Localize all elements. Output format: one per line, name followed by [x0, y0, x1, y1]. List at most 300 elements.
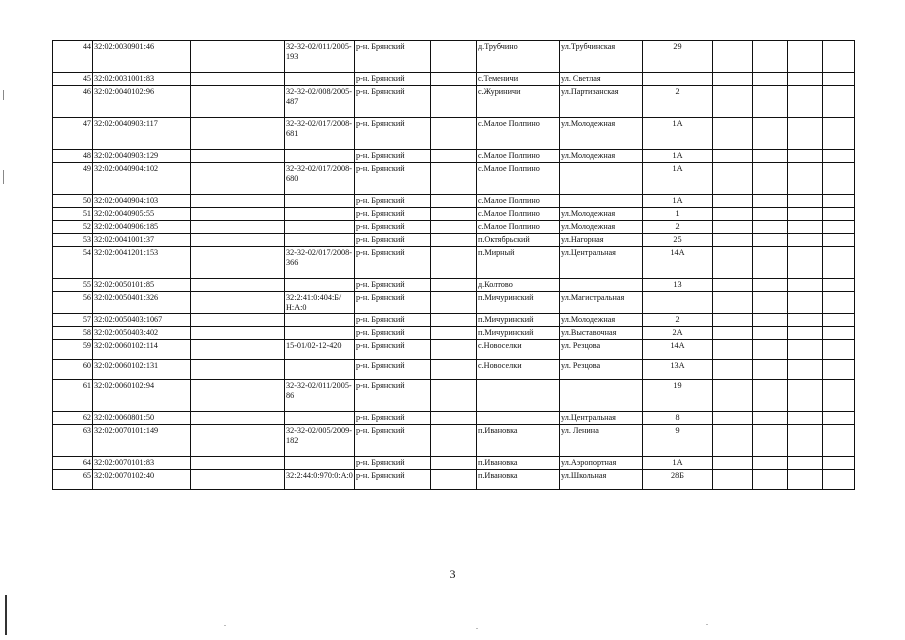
district-cell: р-н. Брянский: [355, 327, 431, 340]
empty-cell: [431, 118, 477, 150]
cadastral-number-cell: 32:02:0040904:103: [93, 195, 191, 208]
empty-cell: [431, 163, 477, 195]
empty-cell: [788, 279, 823, 292]
empty-cell: [713, 412, 753, 425]
empty-cell: [788, 457, 823, 470]
settlement-cell: с.Малое Полпино: [477, 163, 560, 195]
empty-cell: [788, 195, 823, 208]
empty-cell: [713, 340, 753, 360]
settlement-cell: д.Колтово: [477, 279, 560, 292]
district-cell: р-н. Брянский: [355, 163, 431, 195]
table-row: [53, 118, 855, 150]
registration-number-cell: 32-32-02/011/2005-193: [285, 41, 355, 73]
settlement-cell: п.Октябрьский: [477, 234, 560, 247]
house-number-cell: 1А: [643, 118, 713, 150]
empty-cell: [191, 412, 285, 425]
cadastral-number-cell: 32:02:0070101:149: [93, 425, 191, 457]
house-number-cell: 1А: [643, 457, 713, 470]
empty-cell: [713, 380, 753, 412]
empty-cell: [191, 150, 285, 163]
empty-cell: [823, 73, 855, 86]
table-row: [53, 457, 855, 470]
street-cell: [560, 279, 643, 292]
empty-cell: [191, 163, 285, 195]
empty-cell: [191, 314, 285, 327]
house-number-cell: 1А: [643, 195, 713, 208]
empty-cell: [191, 73, 285, 86]
district-cell: р-н. Брянский: [355, 221, 431, 234]
empty-cell: [823, 470, 855, 490]
registration-number-cell: [285, 221, 355, 234]
empty-cell: [753, 195, 788, 208]
empty-cell: [753, 412, 788, 425]
empty-cell: [713, 360, 753, 380]
settlement-cell: [477, 380, 560, 412]
row-number-cell: 63: [53, 425, 93, 457]
table-row: [53, 247, 855, 279]
street-cell: [560, 380, 643, 412]
table-row: [53, 73, 855, 86]
settlement-cell: п.Мичуринский: [477, 292, 560, 314]
empty-cell: [713, 470, 753, 490]
empty-cell: [713, 457, 753, 470]
registration-number-cell: 15-01/02-12-420: [285, 340, 355, 360]
street-cell: ул.Молодежная: [560, 221, 643, 234]
district-cell: р-н. Брянский: [355, 412, 431, 425]
page-number: 3: [449, 567, 456, 581]
empty-cell: [191, 195, 285, 208]
table-row: [53, 470, 855, 490]
row-number-cell: 44: [53, 41, 93, 73]
empty-cell: [191, 208, 285, 221]
settlement-cell: с.Малое Полпино: [477, 208, 560, 221]
street-cell: ул.Выставочная: [560, 327, 643, 340]
empty-cell: [191, 470, 285, 490]
empty-cell: [191, 292, 285, 314]
empty-cell: [788, 150, 823, 163]
empty-cell: [713, 208, 753, 221]
registration-number-cell: 32-32-02/017/2008-681: [285, 118, 355, 150]
settlement-cell: с.Новоселки: [477, 360, 560, 380]
row-number-cell: 52: [53, 221, 93, 234]
empty-cell: [753, 41, 788, 73]
street-cell: ул. Резцова: [560, 340, 643, 360]
empty-cell: [823, 292, 855, 314]
cadastral-number-cell: 32:02:0031001:83: [93, 73, 191, 86]
row-number-cell: 50: [53, 195, 93, 208]
empty-cell: [788, 73, 823, 86]
empty-cell: [753, 163, 788, 195]
empty-cell: [431, 340, 477, 360]
district-cell: р-н. Брянский: [355, 118, 431, 150]
empty-cell: [823, 279, 855, 292]
empty-cell: [431, 150, 477, 163]
empty-cell: [823, 234, 855, 247]
empty-cell: [823, 425, 855, 457]
registration-number-cell: [285, 208, 355, 221]
table-row: [53, 314, 855, 327]
table-row: [53, 412, 855, 425]
empty-cell: [713, 314, 753, 327]
empty-cell: [431, 425, 477, 457]
street-cell: ул. Резцова: [560, 360, 643, 380]
house-number-cell: [643, 73, 713, 86]
street-cell: ул.Молодежная: [560, 150, 643, 163]
row-number-cell: 55: [53, 279, 93, 292]
empty-cell: [788, 327, 823, 340]
empty-cell: [823, 150, 855, 163]
row-number-cell: 61: [53, 380, 93, 412]
empty-cell: [431, 73, 477, 86]
registration-number-cell: 32-32-02/008/2005-487: [285, 86, 355, 118]
row-number-cell: 46: [53, 86, 93, 118]
registration-number-cell: [285, 195, 355, 208]
empty-cell: [431, 208, 477, 221]
empty-cell: [753, 221, 788, 234]
settlement-cell: с.Малое Полпино: [477, 221, 560, 234]
empty-cell: [788, 380, 823, 412]
empty-cell: [788, 86, 823, 118]
table-row: [53, 360, 855, 380]
empty-cell: [788, 163, 823, 195]
table-row: [53, 279, 855, 292]
empty-cell: [823, 86, 855, 118]
empty-cell: [788, 234, 823, 247]
cadastral-number-cell: 32:02:0040903:117: [93, 118, 191, 150]
house-number-cell: 2: [643, 221, 713, 234]
empty-cell: [788, 208, 823, 221]
empty-cell: [823, 360, 855, 380]
empty-cell: [191, 41, 285, 73]
row-number-cell: 57: [53, 314, 93, 327]
row-number-cell: 65: [53, 470, 93, 490]
cadastral-number-cell: 32:02:0040905:55: [93, 208, 191, 221]
district-cell: р-н. Брянский: [355, 73, 431, 86]
cadastral-number-cell: 32:02:0040102:96: [93, 86, 191, 118]
empty-cell: [823, 457, 855, 470]
scan-edge-mark: [5, 595, 7, 635]
cadastral-number-cell: 32:02:0041001:37: [93, 234, 191, 247]
district-cell: р-н. Брянский: [355, 360, 431, 380]
empty-cell: [753, 340, 788, 360]
district-cell: р-н. Брянский: [355, 380, 431, 412]
house-number-cell: 29: [643, 41, 713, 73]
row-number-cell: 45: [53, 73, 93, 86]
cadastral-number-cell: 32:02:0040906:185: [93, 221, 191, 234]
table-row: [53, 340, 855, 360]
district-cell: р-н. Брянский: [355, 86, 431, 118]
settlement-cell: п.Мирный: [477, 247, 560, 279]
empty-cell: [191, 327, 285, 340]
house-number-cell: 14А: [643, 247, 713, 279]
empty-cell: [788, 41, 823, 73]
empty-cell: [753, 73, 788, 86]
empty-cell: [823, 208, 855, 221]
row-number-cell: 64: [53, 457, 93, 470]
empty-cell: [431, 234, 477, 247]
district-cell: р-н. Брянский: [355, 425, 431, 457]
settlement-cell: д.Трубчино: [477, 41, 560, 73]
empty-cell: [823, 314, 855, 327]
empty-cell: [753, 279, 788, 292]
empty-cell: [431, 470, 477, 490]
empty-cell: [431, 86, 477, 118]
property-registry-table: [52, 40, 855, 490]
house-number-cell: 1: [643, 208, 713, 221]
registration-number-cell: [285, 314, 355, 327]
empty-cell: [788, 360, 823, 380]
empty-cell: [753, 327, 788, 340]
street-cell: ул.Молодежная: [560, 118, 643, 150]
table-row: [53, 150, 855, 163]
row-number-cell: 48: [53, 150, 93, 163]
empty-cell: [753, 470, 788, 490]
district-cell: р-н. Брянский: [355, 195, 431, 208]
empty-cell: [753, 118, 788, 150]
scan-edge-mark: [3, 90, 4, 100]
empty-cell: [753, 380, 788, 412]
cadastral-number-cell: 32:02:0040904:102: [93, 163, 191, 195]
empty-cell: [788, 292, 823, 314]
cadastral-number-cell: 32:02:0070101:83: [93, 457, 191, 470]
settlement-cell: с.Малое Полпино: [477, 118, 560, 150]
empty-cell: [753, 314, 788, 327]
district-cell: р-н. Брянский: [355, 314, 431, 327]
empty-cell: [713, 425, 753, 457]
empty-cell: [191, 234, 285, 247]
table-row: [53, 425, 855, 457]
empty-cell: [431, 41, 477, 73]
street-cell: ул.Партизанская: [560, 86, 643, 118]
settlement-cell: п.Ивановка: [477, 425, 560, 457]
empty-cell: [788, 340, 823, 360]
row-number-cell: 60: [53, 360, 93, 380]
registration-number-cell: [285, 457, 355, 470]
registration-number-cell: [285, 279, 355, 292]
street-cell: ул.Трубчинская: [560, 41, 643, 73]
registration-number-cell: [285, 360, 355, 380]
row-number-cell: 51: [53, 208, 93, 221]
empty-cell: [191, 86, 285, 118]
cadastral-number-cell: 32:02:0050403:402: [93, 327, 191, 340]
house-number-cell: 28Б: [643, 470, 713, 490]
registration-number-cell: 32:2:41:0:404:Б/Н:А:0: [285, 292, 355, 314]
empty-cell: [823, 41, 855, 73]
empty-cell: [431, 247, 477, 279]
empty-cell: [713, 327, 753, 340]
house-number-cell: 1А: [643, 150, 713, 163]
empty-cell: [788, 470, 823, 490]
scan-speck: [224, 625, 226, 626]
empty-cell: [191, 221, 285, 234]
settlement-cell: с.Теменичи: [477, 73, 560, 86]
street-cell: [560, 163, 643, 195]
settlement-cell: с.Новоселки: [477, 340, 560, 360]
settlement-cell: п.Ивановка: [477, 457, 560, 470]
table-row: [53, 163, 855, 195]
registration-number-cell: [285, 73, 355, 86]
street-cell: ул.Школьная: [560, 470, 643, 490]
empty-cell: [191, 118, 285, 150]
house-number-cell: 14А: [643, 340, 713, 360]
scan-speck: [476, 628, 478, 629]
cadastral-number-cell: 32:02:0060102:131: [93, 360, 191, 380]
street-cell: ул.Молодежная: [560, 208, 643, 221]
district-cell: р-н. Брянский: [355, 292, 431, 314]
empty-cell: [191, 457, 285, 470]
house-number-cell: 2: [643, 86, 713, 118]
house-number-cell: 13А: [643, 360, 713, 380]
district-cell: р-н. Брянский: [355, 208, 431, 221]
empty-cell: [823, 195, 855, 208]
street-cell: ул.Центральная: [560, 412, 643, 425]
empty-cell: [431, 314, 477, 327]
house-number-cell: 25: [643, 234, 713, 247]
registration-number-cell: 32-32-02/017/2008-366: [285, 247, 355, 279]
empty-cell: [713, 279, 753, 292]
empty-cell: [713, 41, 753, 73]
empty-cell: [823, 118, 855, 150]
empty-cell: [753, 234, 788, 247]
cadastral-number-cell: 32:02:0040903:129: [93, 150, 191, 163]
house-number-cell: [643, 292, 713, 314]
empty-cell: [753, 292, 788, 314]
house-number-cell: 1А: [643, 163, 713, 195]
empty-cell: [431, 457, 477, 470]
empty-cell: [431, 221, 477, 234]
district-cell: р-н. Брянский: [355, 150, 431, 163]
cadastral-number-cell: 32:02:0050401:326: [93, 292, 191, 314]
empty-cell: [431, 327, 477, 340]
cadastral-number-cell: 32:02:0030901:46: [93, 41, 191, 73]
scan-speck: [706, 624, 708, 625]
settlement-cell: п.Мичуринский: [477, 314, 560, 327]
settlement-cell: с.Журиничи: [477, 86, 560, 118]
empty-cell: [713, 163, 753, 195]
cadastral-number-cell: 32:02:0060801:50: [93, 412, 191, 425]
registration-number-cell: [285, 234, 355, 247]
registration-number-cell: 32-32-02/017/2008-680: [285, 163, 355, 195]
table-row: [53, 292, 855, 314]
table-row: [53, 41, 855, 73]
cadastral-number-cell: 32:02:0050101:85: [93, 279, 191, 292]
district-cell: р-н. Брянский: [355, 41, 431, 73]
empty-cell: [191, 247, 285, 279]
street-cell: ул. Ленина: [560, 425, 643, 457]
registration-number-cell: 32:2:44:0:970:0:А:0: [285, 470, 355, 490]
district-cell: р-н. Брянский: [355, 247, 431, 279]
empty-cell: [431, 195, 477, 208]
table-row: [53, 86, 855, 118]
cadastral-number-cell: 32:02:0060102:114: [93, 340, 191, 360]
registration-number-cell: 32-32-02/005/2009-182: [285, 425, 355, 457]
row-number-cell: 58: [53, 327, 93, 340]
empty-cell: [823, 327, 855, 340]
empty-cell: [431, 380, 477, 412]
empty-cell: [753, 208, 788, 221]
empty-cell: [788, 118, 823, 150]
street-cell: ул.Центральная: [560, 247, 643, 279]
empty-cell: [191, 425, 285, 457]
settlement-cell: с.Малое Полпино: [477, 150, 560, 163]
row-number-cell: 59: [53, 340, 93, 360]
empty-cell: [713, 86, 753, 118]
registration-number-cell: [285, 327, 355, 340]
empty-cell: [823, 163, 855, 195]
street-cell: ул.Нагорная: [560, 234, 643, 247]
cadastral-number-cell: 32:02:0050403:1067: [93, 314, 191, 327]
district-cell: р-н. Брянский: [355, 457, 431, 470]
empty-cell: [431, 412, 477, 425]
empty-cell: [823, 221, 855, 234]
empty-cell: [713, 247, 753, 279]
empty-cell: [823, 412, 855, 425]
empty-cell: [753, 247, 788, 279]
empty-cell: [753, 86, 788, 118]
empty-cell: [191, 340, 285, 360]
empty-cell: [431, 360, 477, 380]
cadastral-number-cell: 32:02:0060102:94: [93, 380, 191, 412]
settlement-cell: п.Ивановка: [477, 470, 560, 490]
house-number-cell: 2А: [643, 327, 713, 340]
street-cell: ул.Магистральная: [560, 292, 643, 314]
street-cell: ул.Молодежная: [560, 314, 643, 327]
row-number-cell: 54: [53, 247, 93, 279]
empty-cell: [753, 150, 788, 163]
empty-cell: [753, 425, 788, 457]
district-cell: р-н. Брянский: [355, 279, 431, 292]
empty-cell: [713, 118, 753, 150]
empty-cell: [713, 234, 753, 247]
empty-cell: [431, 292, 477, 314]
empty-cell: [788, 412, 823, 425]
table-row: [53, 380, 855, 412]
empty-cell: [713, 150, 753, 163]
empty-cell: [191, 380, 285, 412]
row-number-cell: 56: [53, 292, 93, 314]
registration-number-cell: 32-32-02/011/2005-86: [285, 380, 355, 412]
empty-cell: [753, 457, 788, 470]
district-cell: р-н. Брянский: [355, 234, 431, 247]
street-cell: ул. Светлая: [560, 73, 643, 86]
house-number-cell: 8: [643, 412, 713, 425]
street-cell: ул.Аэропортная: [560, 457, 643, 470]
empty-cell: [788, 247, 823, 279]
street-cell: [560, 195, 643, 208]
table-row: [53, 327, 855, 340]
table-body: [53, 41, 855, 490]
cadastral-number-cell: 32:02:0041201:153: [93, 247, 191, 279]
house-number-cell: 13: [643, 279, 713, 292]
empty-cell: [753, 360, 788, 380]
settlement-cell: с.Малое Полпино: [477, 195, 560, 208]
cadastral-number-cell: 32:02:0070102:40: [93, 470, 191, 490]
table-row: [53, 195, 855, 208]
row-number-cell: 47: [53, 118, 93, 150]
settlement-cell: [477, 412, 560, 425]
table-row: [53, 234, 855, 247]
empty-cell: [823, 247, 855, 279]
empty-cell: [788, 425, 823, 457]
registration-number-cell: [285, 150, 355, 163]
row-number-cell: 53: [53, 234, 93, 247]
row-number-cell: 49: [53, 163, 93, 195]
house-number-cell: 2: [643, 314, 713, 327]
district-cell: р-н. Брянский: [355, 470, 431, 490]
empty-cell: [823, 340, 855, 360]
empty-cell: [431, 279, 477, 292]
empty-cell: [713, 73, 753, 86]
